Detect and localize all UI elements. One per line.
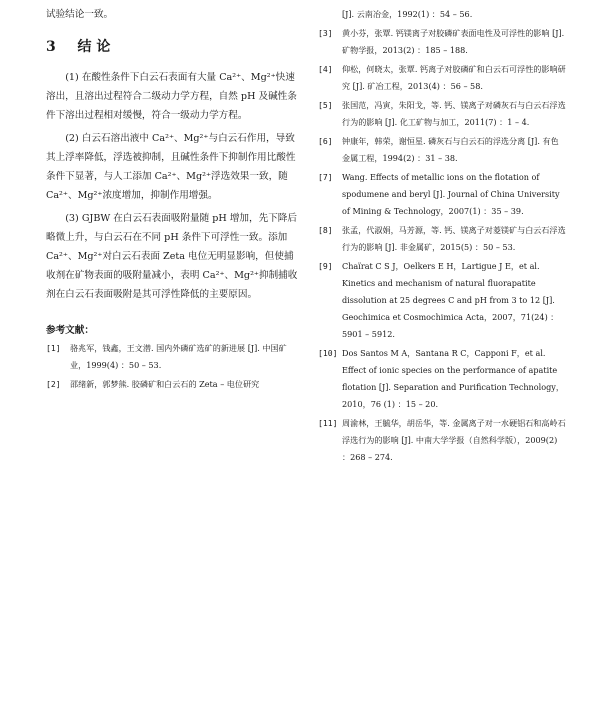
conclusion-paragraph-2: (2) 白云石溶出液中 Ca²⁺、Mg²⁺与白云石作用，导致其上浮率降低，浮选被抑制，且碱性条件下抑制作用比酸性条件下显著，与人工添加 Ca²⁺、Mg²⁺浮选效果一致，随 Ca²⁺、Mg²⁺浓度增加，抑制作用增强。 (46, 133, 296, 201)
reference-text: 钟康年，韩荣，谢恒星. 磷灰石与白云石的浮选分离 [J]. 有色金属工程，1994(2) ：31 – 38. (342, 136, 559, 163)
reference-item (318, 61, 566, 95)
reference-text: 张国范，冯寅，朱阳戈，等. 钙、镁离子对磷灰石与白云石浮选行为的影响 [J]. 化工矿物与加工，2011(7) ：1 – 4. (342, 100, 566, 127)
reference-item (318, 25, 566, 59)
reference-text: 周渝林，王毓华，胡岳华，等. 金属离子对一水硬铝石和高岭石浮选行为的影响 [J]. 中南大学学报（自然科学版），2009(2) ：268 – 274. (342, 418, 566, 462)
reference-item (318, 169, 566, 220)
reference-item (46, 376, 300, 393)
reference-number: [2] (46, 379, 61, 389)
reference-text: 邵绪新，郭梦熊. 胶磷矿和白云石的 Zeta – 电位研究 (70, 379, 260, 389)
reference-number: [11] (318, 418, 338, 428)
right-column (318, 6, 566, 468)
reference-text: 黄小芬，张覃. 钙镁离子对胶磷矿表面电性及可浮性的影响 [J]. 矿物学报，2013(2) ：185 – 188. (342, 28, 565, 55)
reference-text: 骆兆军，钱鑫，王文潜. 国内外磷矿选矿的新进展 [J]. 中国矿业，1999(4) ：50 – 53. (70, 343, 287, 370)
reference-item (318, 222, 566, 256)
reference-item (318, 97, 566, 131)
reference-text: Chaïrat C S J，Oelkers E H，Lartigue J E，et al. Kinetics and mechanism of natural fluorapatite dissolution at 25 degrees C and pH from 3 to 12 [J]. Geochimica et Cosmochimica Acta，2007，71(24) ：5901 – 5912. (342, 261, 559, 339)
reference-text: 张孟，代淑娟，马芳源，等. 钙、镁离子对菱镁矿与白云石浮选行为的影响 [J]. 非金属矿，2015(5) ：50 – 53. (342, 225, 566, 252)
conclusion-paragraph-3: (3) GJBW 在白云石表面吸附量随 pH 增加，先下降后略微上升，与白云石在不同 pH 条件下可浮性一致。添加 Ca²⁺、Mg²⁺对白云石表面 Zeta 电位无明显影响，但使捕收剂在矿物表面的吸附量减小，表明 Ca²⁺、Mg²⁺抑制捕收剂在白云石表面吸附是其可浮性降低的主要原因。 (46, 213, 298, 300)
reference-text: [J]. 云南冶金，1992(1) ：54 – 56. (342, 9, 473, 19)
section-heading (46, 32, 300, 62)
reference-number: [8] (318, 225, 333, 235)
carryover-sentence: 试验结论一致。 (46, 9, 114, 20)
reference-item-continued (318, 6, 566, 23)
reference-text: Dos Santos M A，Santana R C，Capponi F，et al. Effect of ionic species on the performance of apatite flotation [J]. Separation and Purification Technology，2010，76 (1) ：15 – 20. (342, 348, 564, 409)
reference-item (318, 133, 566, 167)
reference-number: [3] (318, 28, 333, 38)
reference-item (318, 258, 566, 343)
section-title: 结 论 (77, 39, 111, 55)
left-column (46, 0, 300, 395)
references-title: 参考文献： (46, 325, 94, 336)
reference-item (46, 340, 300, 374)
reference-item (318, 345, 566, 413)
reference-number: [4] (318, 64, 333, 74)
reference-item (318, 415, 566, 466)
conclusion-paragraph-1: (1) 在酸性条件下白云石表面有大量 Ca²⁺、Mg²⁺快速溶出，且溶出过程符合二级动力学方程，自然 pH 及碱性条件下溶出过程相对缓慢，符合一级动力学方程。 (46, 72, 297, 121)
reference-number: [7] (318, 172, 333, 182)
reference-number: [9] (318, 261, 333, 271)
section-number: 3 (46, 39, 56, 55)
reference-number: [10] (318, 348, 338, 358)
reference-text: 仰松，何晓太，张覃. 钙离子对胶磷矿和白云石可浮性的影响研究 [J]. 矿冶工程，2013(4) ：56 – 58. (342, 64, 566, 91)
reference-text: Wang. Effects of metallic ions on the flotation of spodumene and beryl [J]. Journal of China University of Mining & Technology，2007(1) ：35 – 39. (342, 172, 560, 216)
reference-number: [6] (318, 136, 333, 146)
reference-number: [5] (318, 100, 333, 110)
reference-number: [1] (46, 343, 61, 353)
